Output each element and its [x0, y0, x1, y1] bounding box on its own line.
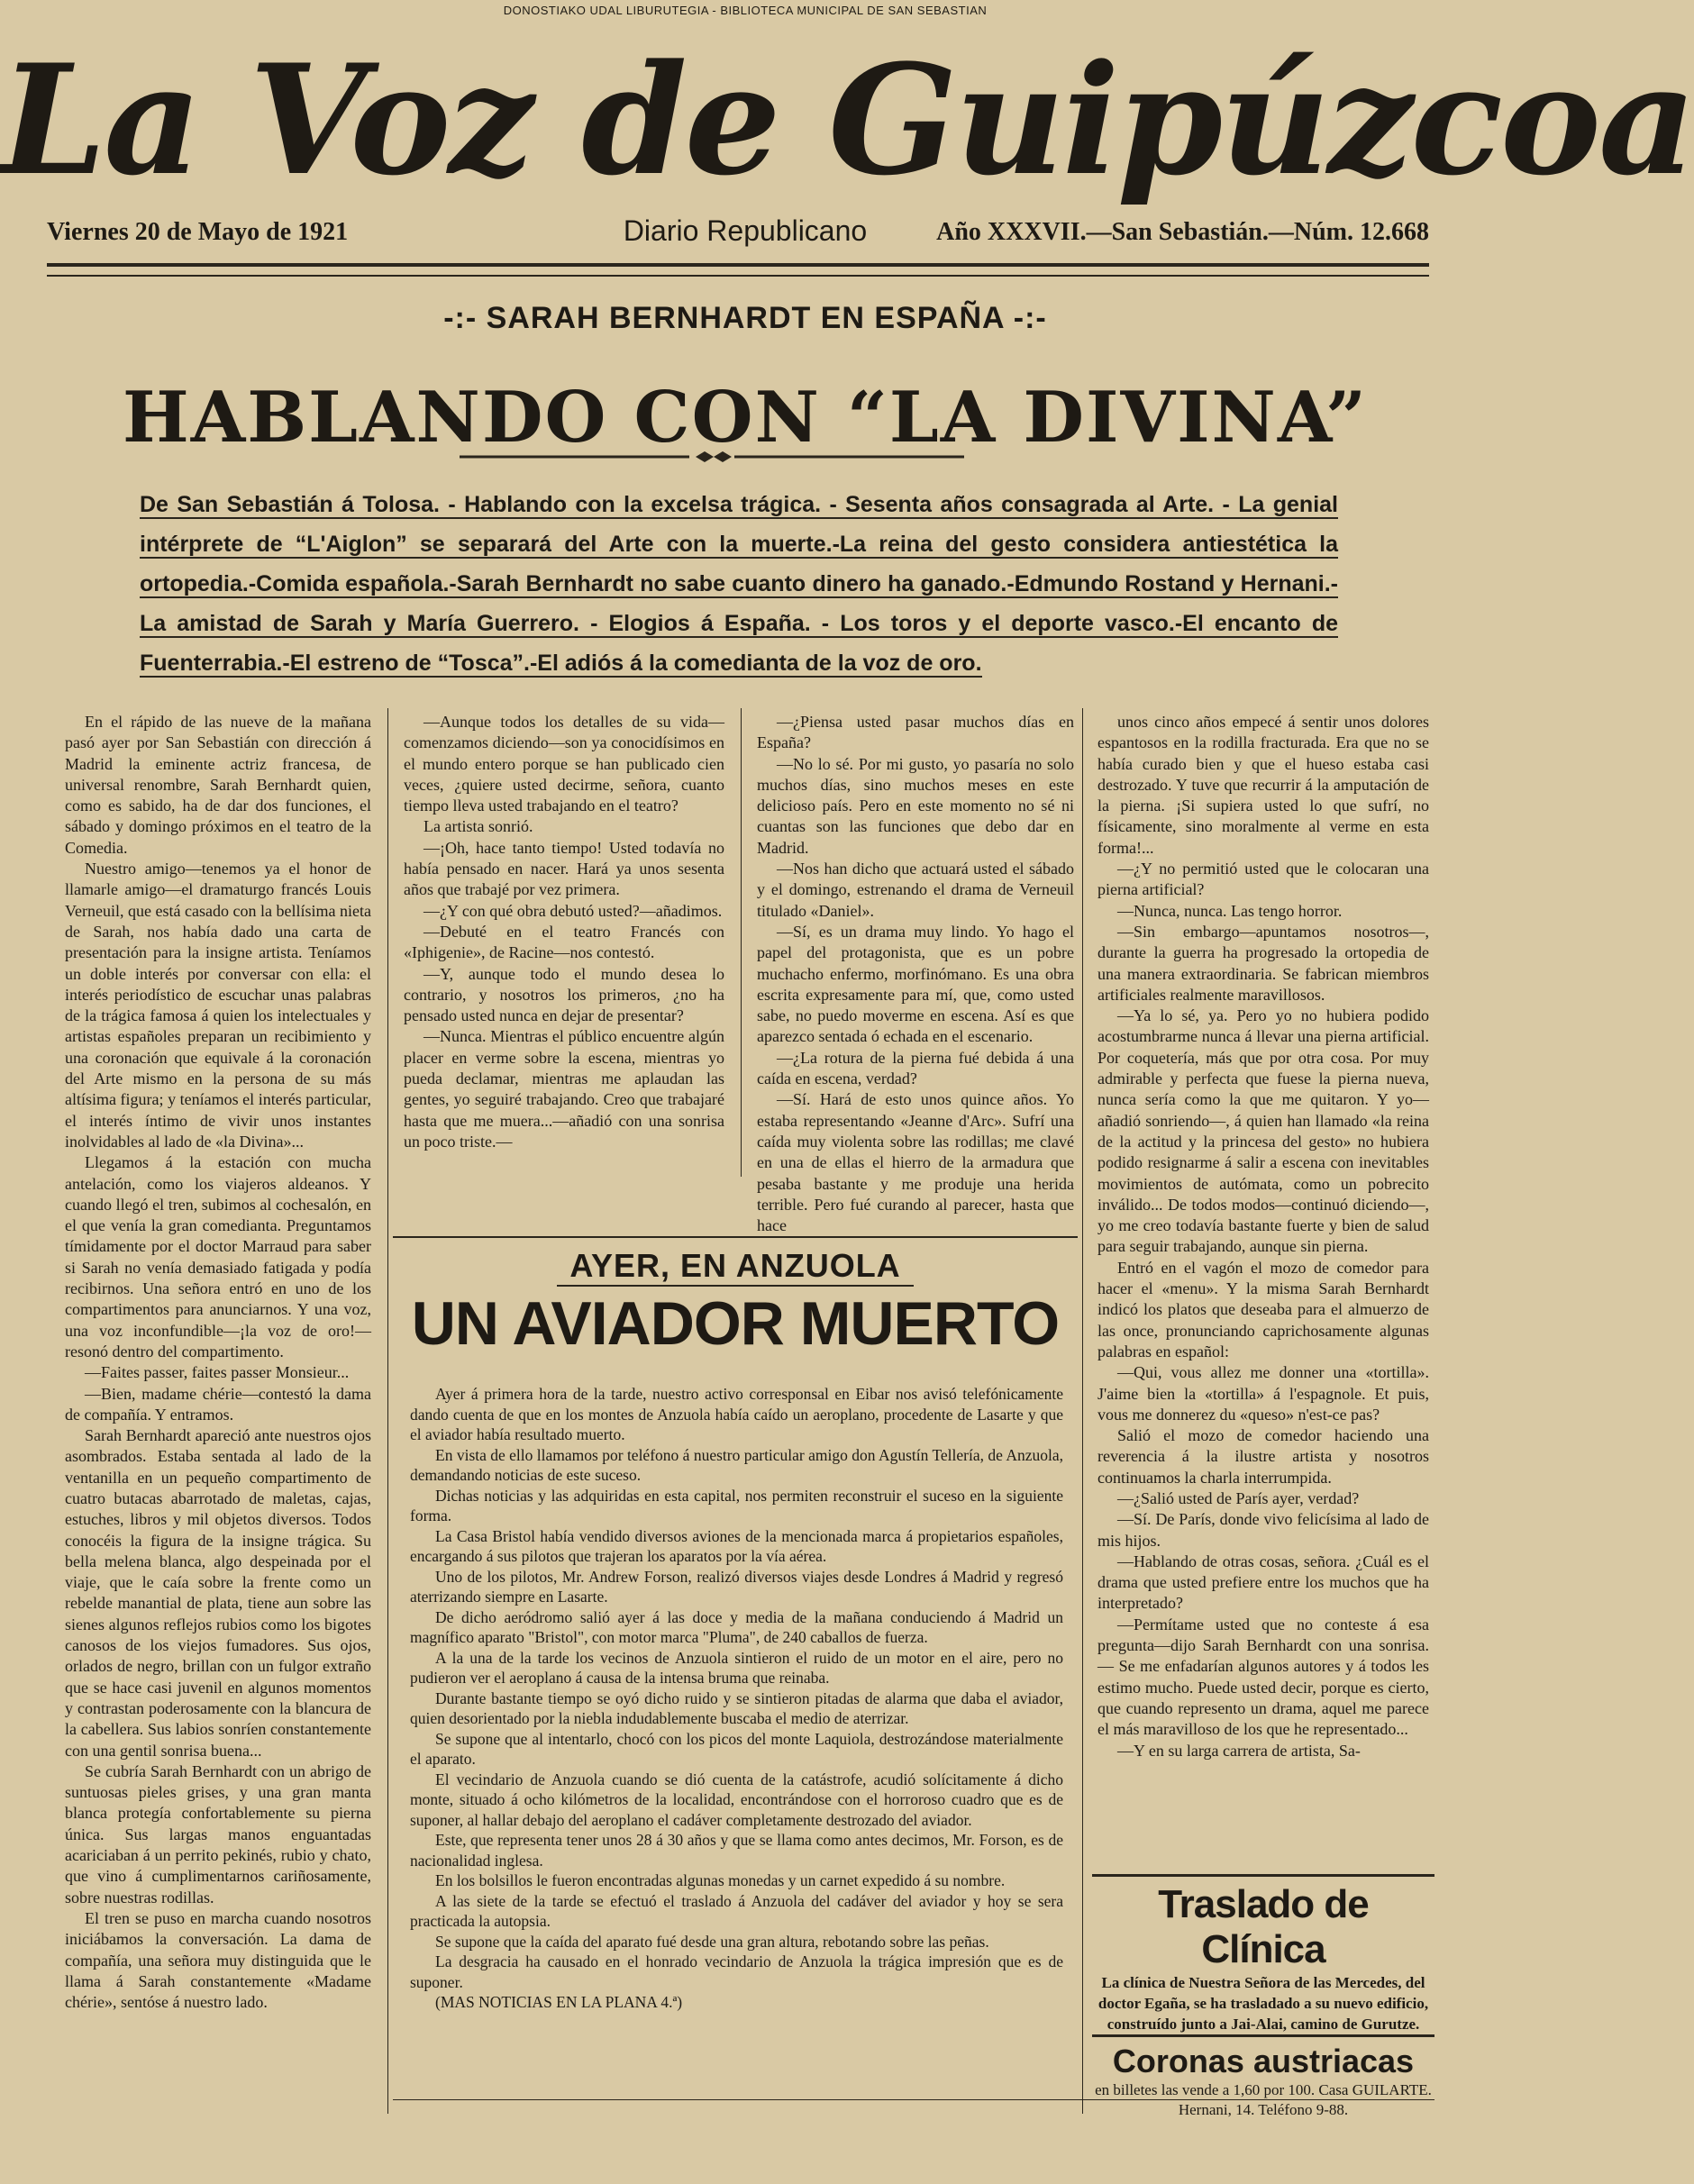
- paragraph: unos cinco años empecé á sentir unos dolores espantosos en la rodilla fracturada. Era que no se había curado bien y que el hueso estaba casi destrozado. Y tuve que recurrir á la amputación de la pierna. ¡Si supiera usted lo que sufrí, no físicamente, sino moralmente al verme en esta forma!...: [1097, 713, 1429, 857]
- paragraph: Dichas noticias y las adquiridas en esta capital, nos permiten reconstruir el suceso en la siguiente forma.: [410, 1486, 1063, 1524]
- masthead: La Voz de Guipúzcoa: [0, 31, 1694, 209]
- paragraph: A las siete de la tarde se efectuó el traslado á Anzuola del cadáver del aviador y hoy se sera practicada la autopsia.: [410, 1891, 1063, 1930]
- notice-traslado: [1092, 1874, 1434, 2034]
- paragraph: —Faites passer, faites passer Monsieur...: [85, 1363, 350, 1382]
- paragraph: Ayer á primera hora de la tarde, nuestro activo corresponsal en Eibar nos avisó telefónicamente dando cuenta de que en los montes de Anzuola había caído un aeroplano, procedente de Lasarte y que el aviador había resultado muerto.: [410, 1385, 1063, 1443]
- bottom-rule: [393, 2099, 1434, 2100]
- paragraph: —No lo sé. Por mi gusto, yo pasaría no solo muchos días, sino muchos meses en este delicioso país. Pero en este momento no sé ni cuantas son las funciones que debo dar en Madrid.: [757, 754, 1074, 857]
- paragraph: La artista sonrió.: [424, 817, 533, 836]
- newspaper-subtitle: Diario Republicano: [623, 214, 868, 247]
- paragraph: —Qui, vous allez me donner una «tortilla». J'aime bien la «tortilla» á l'espagnole. Et puis, vous me donnerez du «queso» n'est-ce pas?: [1097, 1363, 1429, 1424]
- story-headline: UN AVIADOR MUERTO: [411, 1289, 1060, 1358]
- paragraph: —Bien, madame chérie—contestó la dama de compañía. Y entramos.: [65, 1384, 371, 1424]
- paragraph: —¿La rotura de la pierna fué debida á una caída en escena, verdad?: [757, 1048, 1074, 1088]
- paragraph: —Y en su larga carrera de artista, Sa-: [1117, 1741, 1361, 1760]
- story-body: [410, 1384, 1063, 2105]
- paragraph: —Aunque todos los detalles de su vida—comenzamos diciendo—son ya conocidísimos en el mundo entero porque se han publicado cien veces, ¿quiere usted decirme, señora, cuanto tiempo lleva usted trabajando en el teatro?: [404, 713, 724, 815]
- notice-body: La clínica de Nuestra Señora de las Mercedes, del doctor Egaña, se ha trasladado a su nuevo edificio, construído junto a Jai-Alai, camino de Gurutze.: [1097, 1974, 1429, 2033]
- paragraph: En el rápido de las nueve de la mañana pasó ayer por San Sebastián con dirección á Madrid la eminente actriz francesa, de universal renombre, Sarah Bernhardt quien, como es sabido, ha de dar dos funciones, el sábado y domingo próximos en el teatro de la Comedia.: [65, 713, 371, 857]
- paragraph: —Nunca, nunca. Las tengo horror.: [1117, 901, 1343, 920]
- notice-title: Coronas austriacas: [1112, 2043, 1415, 2079]
- section-rule: [393, 1236, 1078, 1238]
- article-column-1: [65, 712, 371, 2099]
- masthead-rule: [47, 263, 1429, 277]
- column-divider: [741, 708, 742, 1177]
- issue-number: Año XXXVII.—San Sebastián.—Núm. 12.668: [936, 218, 1429, 246]
- ornament-divider: [460, 450, 964, 463]
- headline-summary: [140, 485, 1338, 683]
- paragraph: La desgracia ha causado en el honrado vecindario de Anzuola la trágica impresión que es de suponer.: [410, 1952, 1063, 1991]
- paragraph: —¿Piensa usted pasar muchos días en España?: [757, 713, 1074, 752]
- paragraph: Entró en el vagón el mozo de comedor para hacer el «menu». Y la misma Sarah Bernhardt indicó los platos que deseaba para el almuerzo de las once, pronunciando caprichosamente algunas palabras en español:: [1097, 1258, 1429, 1360]
- column-divider: [1082, 708, 1083, 2114]
- paragraph: Se supone que la caída del aparato fué desde una gran altura, rebotando sobre las peñas.: [435, 1932, 989, 1951]
- paragraph: —Y, aunque todo el mundo desea lo contrario, y nosotros los primeros, ¿no ha pensado usted nunca en dejar de presentar?: [404, 964, 724, 1025]
- paragraph: —¿Y no permitió usted que le colocaran una pierna artificial?: [1097, 860, 1429, 899]
- article-column-4: [1097, 712, 1429, 1865]
- paragraph: De dicho aeródromo salió ayer á las doce y media de la mañana conduciendo á Madrid un magnífico aparato "Bristol", con motor marca "Pluma", de 240 caballos de fuerza.: [410, 1607, 1063, 1646]
- kicker-underline: [557, 1285, 914, 1287]
- kicker: -:- SARAH BERNHARDT EN ESPAÑA -:-: [443, 301, 1047, 335]
- paragraph: Sarah Bernhardt apareció ante nuestros ojos asombrados. Estaba sentada al lado de la ventanilla en un pequeño compartimento de cuatro butacas abarrotado de maletas, cajas, estuches, libros y mil objetos diversos. Todos conocéis la figura de la insigne trágica. Su bella melena blanca, algo despeinada por el viaje, que le caía sobre la frente como un rebelde manantial de plata, tiene aun sobre las sienes algunos reflejos rubios como los bigotes canosos de los viejos fumadores. Sus ojos, orlados de negro, brillan con un fulgor extraño que se hace casi juvenil en algunos momentos y contrastan poderosamente con la blancura de la cabellera. Sus labios sonríen constantemente con una gentil sonrisa buena...: [65, 1426, 371, 1760]
- notice-body: en billetes las vende a 1,60 por 100. Casa GUILARTE. Hernani, 14. Teléfono 9-88.: [1095, 2081, 1432, 2118]
- paragraph: Nuestro amigo—tenemos ya el honor de llamarle amigo—el dramaturgo francés Louis Verneuil, que está casado con la bellísima nieta de Sarah, nos había dado una carta de presentación para la insigne artista. Teníamos un doble interés por conversar con ella: el interés periodístico de escuchar unas palabras de la trágica famosa á quien los intelectuales y artistas españoles preparan un recibimiento y una coronación que equivale á la coronación del Arte mismo en la persona de su más altísima figura; y teníamos el interés particular, el interés íntimo de vivir unos instantes inolvidables al lado de «la Divina»...: [65, 860, 371, 1151]
- notice-title: Traslado de Clínica: [1158, 1882, 1369, 1971]
- summary-text: De San Sebastián á Tolosa. - Hablando con la excelsa trágica. - Sesenta años consagrada al Arte. - La genial intérprete de “L'Aiglon” se separará del Arte con la muerte.-La reina del gesto considera antiestética la ortopedia.-Comida española.-Sarah Bernhardt no sabe cuanto dinero ha ganado.-Edmundo Rostand y Hernani.-La amistad de Sarah y María Guerrero. - Elogios á España. - Los toros y el deporte vasco.-El encanto de Fuenterrabia.-El estreno de “Tosca”.-El adiós á la comedianta de la voz de oro.: [140, 492, 1338, 676]
- notice-coronas: [1092, 2034, 1434, 2120]
- paragraph: —¿Y con qué obra debutó usted?—añadimos.: [424, 901, 723, 920]
- paragraph: Este, que representa tener unos 28 á 30 años y que se llama como antes decimos, Mr. Forson, es de nacionalidad inglesa.: [410, 1831, 1063, 1870]
- paragraph: —Sin embargo—apuntamos nosotros—, durante la guerra ha progresado la ortopedia de una manera extraordinaria. Se fabrican miembros artificiales realmente maravillosos.: [1097, 922, 1429, 1004]
- paragraph: —Sí. Hará de esto unos quince años. Yo estaba representando «Jeanne d'Arc». Sufrí una caída muy violenta sobre las rodillas; me clavé en una de ellas el hierro de la armadura que pesaba bastante y me produje una herida terrible. Pero fué curando al parecer, hasta que hace: [757, 1090, 1074, 1235]
- article-column-3: [757, 712, 1074, 1235]
- paragraph: —Nunca. Mientras el público encuentre algún placer en verme sobre la escena, mientras yo pueda declamar, mientras me aplaudan las gentes, yo seguiré trabajando. Creo que trabajaré hasta que me muera...—añadió con una sonrisa un poco triste.—: [404, 1027, 724, 1151]
- archive-banner: DONOSTIAKO UDAL LIBURUTEGIA - BIBLIOTECA MUNICIPAL DE SAN SEBASTIAN: [503, 4, 988, 17]
- paragraph: Uno de los pilotos, Mr. Andrew Forson, realizó diversos viajes desde Londres á Madrid y regresó aterrizando siempre en Lasarte.: [410, 1567, 1063, 1606]
- paragraph: (MAS NOTICIAS EN LA PLANA 4.ª): [435, 1993, 683, 2011]
- paragraph: —¿Salió usted de París ayer, verdad?: [1117, 1488, 1360, 1507]
- column-divider: [387, 708, 388, 2114]
- issue-date: Viernes 20 de Mayo de 1921: [47, 218, 349, 246]
- paragraph: En los bolsillos le fueron encontradas algunas monedas y un carnet expedido á su nombre.: [435, 1871, 1006, 1889]
- paragraph: El tren se puso en marcha cuando nosotros iniciábamos la conversación. La dama de compañía, una señora muy distinguida que le llama á Sarah constantemente «Madame chérie», sentóse á nuestro lado.: [65, 1908, 371, 2012]
- paragraph: —¡Oh, hace tanto tiempo! Usted todavía no había pensado en nacer. Hará ya unos sesenta años que trabajé por vez primera.: [404, 838, 724, 899]
- article-column-2: [404, 712, 724, 1180]
- headline: HABLANDO CON “LA DIVINA”: [123, 377, 1368, 459]
- paragraph: El vecindario de Anzuola cuando se dió cuenta de la catástrofe, acudió solícitamente á dicho monte, situado á ocho kilómetros de la localidad, encontrándose con el horroroso cuadro que es de suponer, al hallar debajo del aeroplano el cadáver completamente destrozado del aviador.: [410, 1770, 1063, 1829]
- paragraph: En vista de ello llamamos por teléfono á nuestro particular amigo don Agustín Tellería, de Anzuola, demandando noticias de este suceso.: [410, 1445, 1063, 1484]
- paragraph: A la una de la tarde los vecinos de Anzuola sintieron el ruido de un motor en el aire, pero no pudieron ver el aeroplano á causa de la intensa bruma que reinaba.: [410, 1648, 1063, 1687]
- paragraph: Durante bastante tiempo se oyó dicho ruido y se sintieron pitadas de alarma que daba el aviador, quien desorientado por la niebla indudablemente buscaba el medio de aterrizar.: [410, 1688, 1063, 1727]
- paragraph: —Permítame usted que no conteste á esa pregunta—dijo Sarah Bernhardt con una sonrisa.— Se me enfadarían algunos autores y á todos les estimo mucho. Puede usted decir, porque es cierto, que cuando represento un drama, aquel me parece el más maravilloso de los que he representado...: [1097, 1615, 1429, 1739]
- paragraph: Llegamos á la estación con mucha antelación, como los viajeros aldeanos. Y cuando llegó el tren, subimos al cochesalón, en el que venía la gran comedianta. Preguntamos tímidamente por el doctor Marraud para saber si Sarah no venía demasiado fatigada y podía recibirnos. Una señora entró en uno de los compartimentos para anunciarnos. Y una voz, una voz inconfundible—¡la voz de oro!—resonó dentro del compartimento.: [65, 1153, 371, 1360]
- paragraph: —Ya lo sé, ya. Pero yo no hubiera podido acostumbrarme nunca á llevar una pierna artificial. Por coquetería, más que por otra cosa. Por muy admirable y perfecta que fuese la pierna nueva, nunca sería como la que me quitaron. Y yo—añadió sonriendo—, á quien han llamado «la reina de la actitud y la princesa del gesto» no hubiera podido resignarme á salir a escena con inevitables movimientos de autómata, como un pobrecito inválido... De todos modos—continuó diciendo—, yo me creo todavía bastante fuerte y bien de salud para seguir trabajando, aunque sin pierna.: [1097, 1006, 1429, 1256]
- paragraph: —Nos han dicho que actuará usted el sábado y el domingo, estrenando el drama de Verneuil titulado «Daniel».: [757, 860, 1074, 920]
- paragraph: —Sí, es un drama muy lindo. Yo hago el papel del protagonista, que es un pobre muchacho enfermo, morfinómano. Es una obra escrita expresamente para mí, que, como usted sabe, no puedo moverme en escena. Así es que aparezco sentada ó echada en el escenario.: [757, 922, 1074, 1046]
- paragraph: —Hablando de otras cosas, señora. ¿Cuál es el drama que usted prefiere entre los muchos que ha interpretado?: [1097, 1552, 1429, 1613]
- paragraph: —Sí. De París, donde vivo felicísima al lado de mis hijos.: [1097, 1510, 1429, 1550]
- paragraph: Se supone que al intentarlo, chocó con los picos del monte Laquiola, destrozándose materialmente el aparato.: [410, 1729, 1063, 1768]
- story-kicker: AYER, EN ANZUOLA: [569, 1247, 901, 1284]
- paragraph: Salió el mozo de comedor haciendo una reverencia á la ilustre artista y nosotros continuamos la charla interrumpida.: [1097, 1426, 1429, 1487]
- paragraph: Se cubría Sarah Bernhardt con un abrigo de suntuosas pieles grises, y una gran manta blanca protegía confortablemente su pierna única. Sus largas manos enguantadas acariciaban á un perrito pekinés, rubio y chato, que vino á cumplimentarnos cariñosamente, sobre nuestras rodillas.: [65, 1761, 371, 1906]
- paragraph: La Casa Bristol había vendido diversos aviones de la mencionada marca á propietarios españoles, encargando á sus pilotos que trajeran los aparatos por la vía aérea.: [410, 1526, 1063, 1565]
- paragraph: —Debuté en el teatro Francés con «Iphigenie», de Racine—nos contestó.: [404, 922, 724, 962]
